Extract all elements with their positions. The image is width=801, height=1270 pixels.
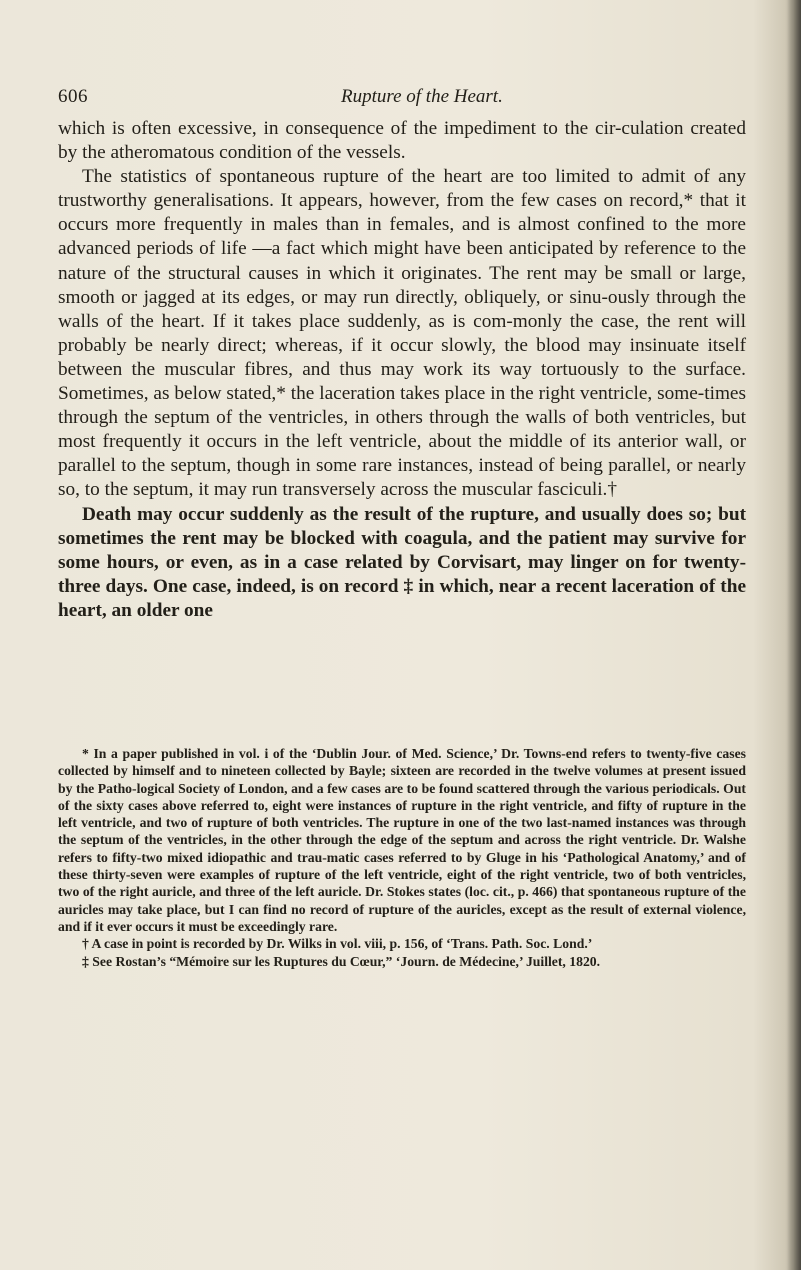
page-header bbox=[58, 86, 744, 116]
footnote: * In a paper published in vol. i of the ‘Dublin Jour. of Med. Science,’ Dr. Towns-end refers to twenty-five cases collected by himself and to nineteen collected by Bayle; sixteen are recorded in the twelve volumes at present issued by the Patho-logical Society of London, and a few cases are to be found scattered through the various periodicals. Out of the sixty cases above referred to, eight were instances of rupture in the right ventricle, and fifty of rupture in the left ventricle, and two of rupture of both ventricles. The rupture in one of the two last-named instances was through the septum of the ventricles, in the other through the edge of the septum and across the right ventricle. Dr. Walshe refers to fifty-two mixed idiopathic and trau-matic cases referred to by Gluge in his ‘Pathological Anatomy,’ and of these thirty-seven were examples of rupture of the left ventricle, eight of the right ventricle, two of both ventricles, two of the right auricle, and three of the left auricle. Dr. Stokes states (loc. cit., p. 466) that spontaneous rupture of the auricles may take place, but I can find no record of rupture of the auricles, except as the result of external violence, and if it ever occurs it must be exceedingly rare. bbox=[58, 746, 746, 934]
footnote: † A case in point is recorded by Dr. Wilks in vol. viii, p. 156, of ‘Trans. Path. Soc. Lond.’ bbox=[82, 936, 593, 952]
paragraph: which is often excessive, in consequence of the impediment to the cir-culation created by the atheromatous condition of the vessels. bbox=[58, 118, 746, 164]
paragraph: Death may occur suddenly as the result of the rupture, and usually does so; but sometimes the rent may be blocked with coagula, and the patient may survive for some hours, or even, as in a case related by Corvisart, may linger on for twenty-three days. One case, indeed, is on record ‡ in which, near a recent laceration of the heart, an older one bbox=[58, 503, 746, 621]
footnotes bbox=[58, 745, 746, 970]
footnote: ‡ See Rostan’s “Mémoire sur les Ruptures du Cœur,” ‘Journ. de Médecine,’ Juillet, 1820. bbox=[82, 953, 601, 969]
main-text bbox=[58, 117, 746, 623]
page-gutter-shadow bbox=[787, 0, 801, 1270]
paragraph: The statistics of spontaneous rupture of the heart are too limited to admit of any trustworthy generalisations. It appears, however, from the few cases on record,* that it occurs more frequently in males than in females, and is almost confined to the more advanced periods of life —a fact which might have been anticipated by reference to the nature of the structural causes in which it originates. The rent may be small or large, smooth or jagged at its edges, or may run directly, obliquely, or sinu-ously through the walls of the heart. If it takes place suddenly, as is com-monly the case, the rent will probably be nearly direct; whereas, if it occur slowly, the blood may insinuate itself between the muscular fibres, and thus may work its way tortuously to the surface. Sometimes, as below stated,* the laceration takes place in the right ventricle, some-times through the septum of the ventricles, in others through the walls of both ventricles, but most frequently it occurs in the left ventricle, about the middle of its anterior wall, or parallel to the septum, though in some rare instances, instead of being parallel, or nearly so, to the septum, it may run transversely across the muscular fasciculi.† bbox=[58, 166, 746, 501]
page-number: 606 bbox=[58, 86, 88, 107]
running-title: Rupture of the Heart. bbox=[341, 86, 503, 107]
